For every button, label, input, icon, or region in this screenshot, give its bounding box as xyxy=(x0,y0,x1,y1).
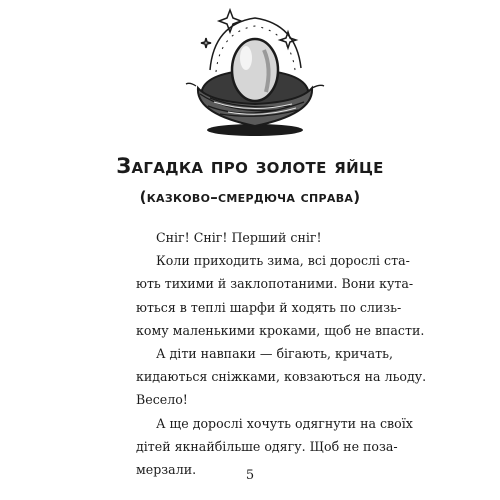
text-line: Коли приходить зима, всі дорослі ста- xyxy=(156,253,410,269)
text-line: А діти навпаки — бігають, кричать, xyxy=(156,346,393,362)
text-line: Весело! xyxy=(136,392,188,408)
page-number: 5 xyxy=(245,468,255,483)
chapter-title: Загадка про золоте яйце xyxy=(116,154,384,178)
chapter-subtitle: (казково–смердюча справа) xyxy=(139,188,361,206)
text-line: Сніг! Сніг! Перший сніг! xyxy=(156,230,322,245)
text-line: мерзали. xyxy=(136,462,197,478)
egg-in-nest-icon xyxy=(180,2,330,137)
text-line: кидаються сніжками, ковзаються на льоду. xyxy=(136,369,427,385)
text-line: кому маленькими кроками, щоб не впасти. xyxy=(136,322,425,338)
body-text xyxy=(136,226,427,481)
text-line: ються в теплі шарфи й ходять по слизь- xyxy=(136,299,402,315)
text-line: дітей якнайбільше одягу. Щоб не поза- xyxy=(136,438,398,454)
text-line: А ще дорослі хочуть одягнути на своїх xyxy=(156,415,413,431)
text-line: ють тихими й заклопотаними. Вони кута- xyxy=(136,276,414,292)
